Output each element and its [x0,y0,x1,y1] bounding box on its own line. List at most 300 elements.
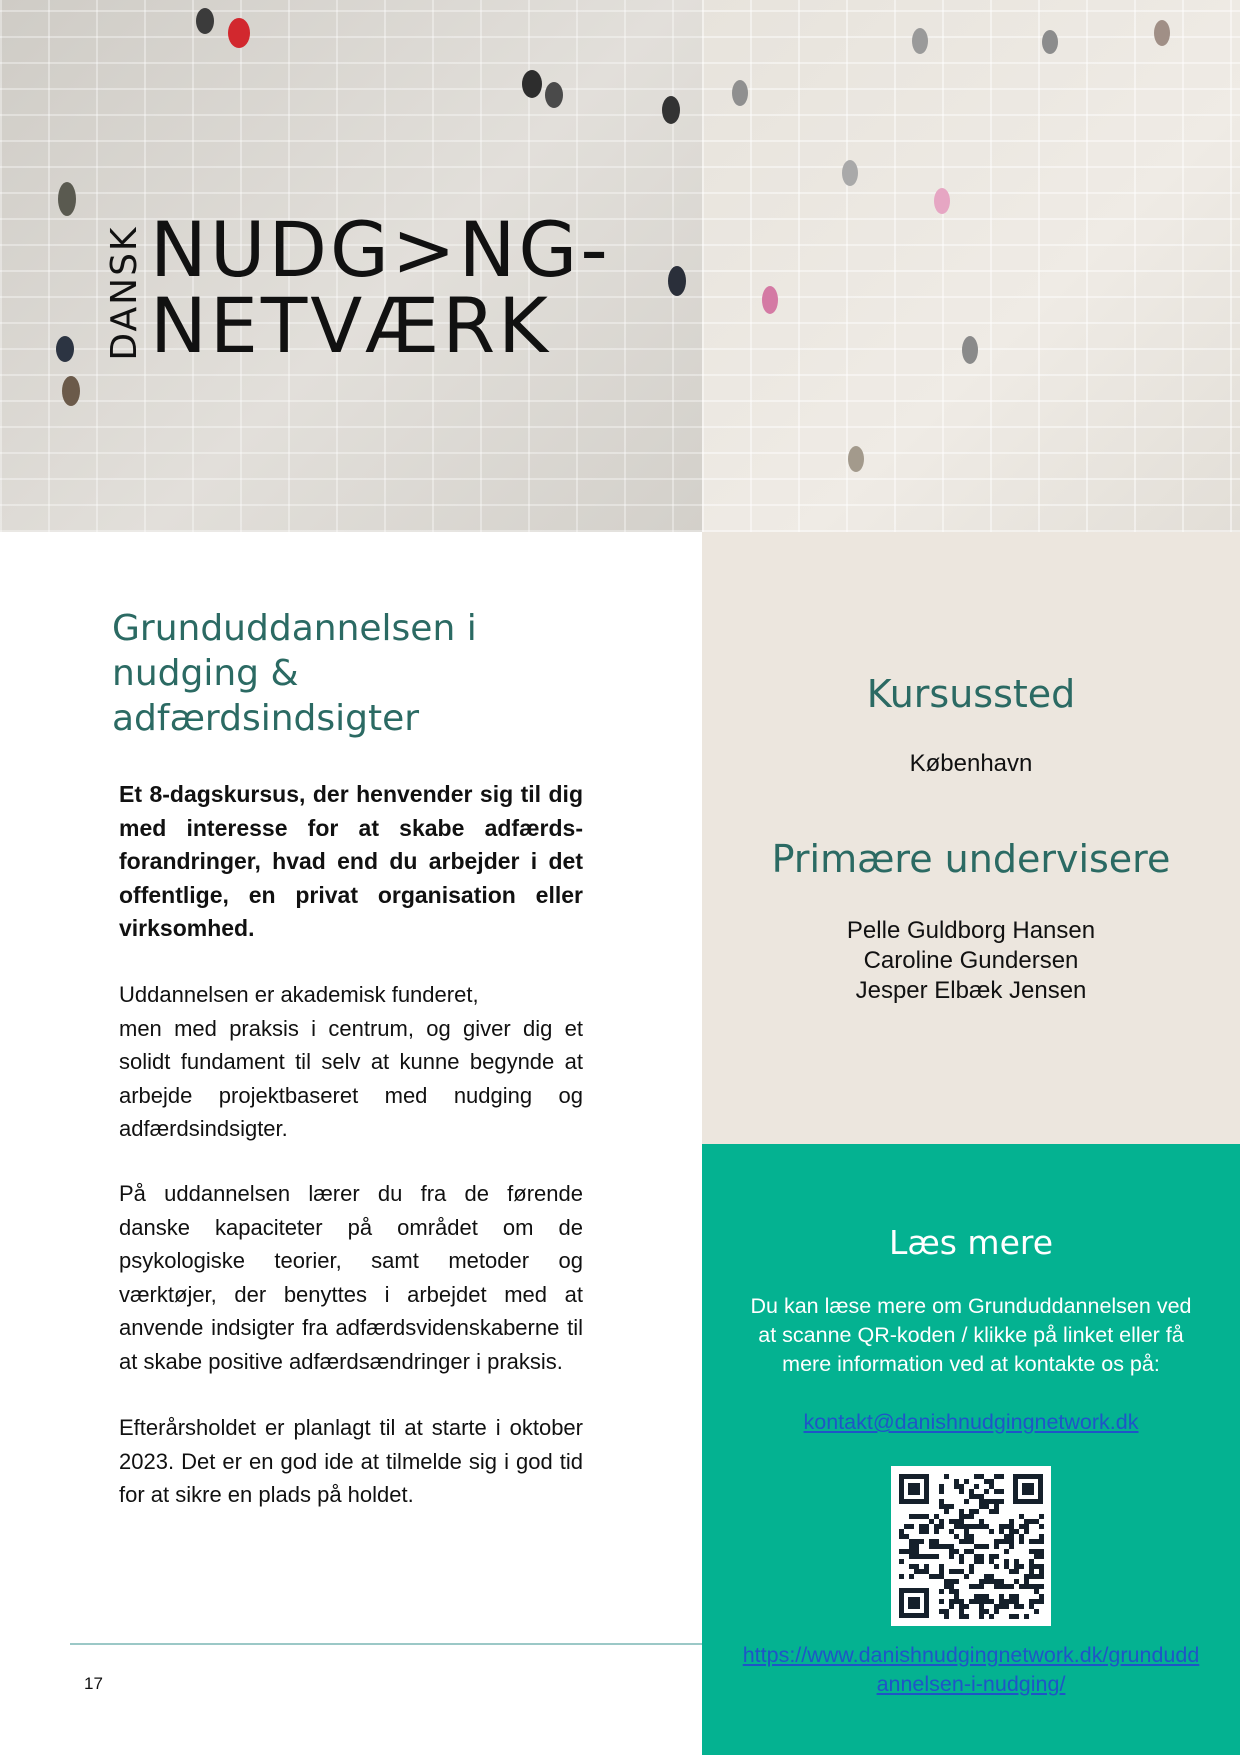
qr-module [959,1539,964,1544]
footer-divider [70,1643,702,1645]
qr-module [994,1554,999,1559]
qr-module [939,1524,944,1529]
qr-module [1034,1564,1039,1569]
qr-module [1009,1599,1014,1604]
qr-module [999,1584,1004,1589]
read-more-heading: Læs mere [888,1223,1054,1262]
qr-module [1014,1614,1019,1619]
pedestrian-figure [762,286,778,314]
qr-module [939,1499,944,1504]
qr-module [979,1599,984,1604]
qr-module [949,1569,954,1574]
pedestrian-figure [1154,20,1170,46]
qr-module [949,1549,954,1554]
qr-module [899,1559,904,1564]
qr-module [1039,1539,1044,1544]
qr-module [964,1514,969,1519]
qr-module [1019,1534,1024,1539]
qr-module [1034,1609,1039,1614]
pedestrian-figure [56,336,74,362]
qr-module [1019,1514,1024,1519]
qr-module [949,1544,954,1549]
body-paragraph-1-rest: men med praksis i centrum, og giver dig et solidt fundament til selv at kunne begynde at arbejde projektbaseret med nudging og adfærdsindsigter. [119,1015,583,1141]
qr-module [969,1564,974,1569]
qr-module [949,1579,954,1584]
qr-module [989,1479,994,1484]
pedestrian-figure [1042,30,1058,54]
qr-module [979,1594,984,1599]
qr-module [899,1529,904,1534]
qr-module [1024,1579,1029,1584]
qr-module [954,1479,959,1484]
qr-module [979,1579,984,1584]
qr-module [914,1539,919,1544]
qr-module [984,1579,989,1584]
qr-module [954,1594,959,1599]
qr-module [969,1584,974,1589]
qr-module [1019,1604,1024,1609]
qr-module [989,1529,994,1534]
qr-module [979,1544,984,1549]
qr-module [1014,1599,1019,1604]
qr-module [979,1609,984,1614]
qr-module [969,1599,974,1604]
pedestrian-figure [196,8,214,34]
qr-module [1029,1564,1034,1569]
qr-module [959,1484,964,1489]
qr-module [959,1604,964,1609]
qr-module [934,1524,939,1529]
qr-module [934,1539,939,1544]
qr-module [1009,1529,1014,1534]
teacher-name: Pelle Guldborg Hansen [846,917,1096,944]
qr-module [959,1609,964,1614]
qr-module [989,1559,994,1564]
body-paragraph-3: Efterårsholdet er planlagt til at starte i oktober 2023. Det er en god ide at tilmelde sig i god tid for at sikre en plads på holdet. [119,1415,583,1507]
qr-module [1039,1534,1044,1539]
qr-module [994,1504,999,1509]
qr-module [959,1614,964,1619]
qr-module [974,1474,979,1479]
qr-module [1004,1564,1009,1569]
qr-module [994,1564,999,1569]
qr-module [909,1564,914,1569]
qr-module [914,1514,919,1519]
qr-module [919,1524,924,1529]
qr-module [984,1499,989,1504]
qr-module [944,1609,949,1614]
qr-module [914,1544,919,1549]
qr-module [939,1544,944,1549]
qr-module [959,1599,964,1604]
qr-module [1024,1574,1029,1579]
qr-module [989,1579,994,1584]
qr-module [949,1554,954,1559]
qr-module [914,1549,919,1554]
qr-module [969,1524,974,1529]
logo-line-1: NUDG>NG- [150,205,611,294]
qr-module [924,1529,929,1534]
qr-module [954,1579,959,1584]
pedestrian-figure [732,80,748,106]
qr-module [994,1474,999,1479]
page-number: 17 [84,1674,103,1693]
qr-module [999,1529,1004,1534]
qr-module [924,1564,929,1569]
qr-module [934,1544,939,1549]
qr-module [1024,1614,1029,1619]
qr-module [914,1564,919,1569]
teacher-name: Jesper Elbæk Jensen [855,977,1087,1004]
qr-module [939,1609,944,1614]
qr-module [994,1579,999,1584]
qr-module [924,1569,929,1574]
teachers-heading: Primære undervisere [771,837,1171,881]
qr-module [974,1494,979,1499]
pedestrian-figure [228,18,250,48]
qr-module [984,1504,989,1509]
qr-module [994,1584,999,1589]
qr-module [1039,1574,1044,1579]
qr-module [1039,1594,1044,1599]
qr-module [1004,1584,1009,1589]
qr-module [994,1489,999,1494]
qr-module [939,1589,944,1594]
qr-module [1009,1569,1014,1574]
qr-module [1029,1584,1034,1589]
qr-module [1039,1514,1044,1519]
pedestrian-figure [522,70,542,98]
qr-module [959,1514,964,1519]
qr-module [934,1574,939,1579]
qr-module [964,1524,969,1529]
qr-module [984,1479,989,1484]
qr-module [979,1584,984,1589]
qr-module [1019,1564,1024,1569]
qr-module [1024,1584,1029,1589]
qr-module [929,1539,934,1544]
qr-module [959,1519,964,1524]
qr-module [1029,1599,1034,1604]
qr-module [969,1514,974,1519]
qr-module [944,1544,949,1549]
qr-module [989,1499,994,1504]
qr-module [999,1499,1004,1504]
qr-module [1034,1574,1039,1579]
qr-module [974,1509,979,1514]
qr-module [909,1524,914,1529]
qr-module [999,1604,1004,1609]
qr-module [1034,1599,1039,1604]
qr-module [1039,1564,1044,1569]
qr-module [934,1554,939,1559]
qr-module [964,1574,969,1579]
qr-module [949,1519,954,1524]
qr-module [949,1529,954,1534]
qr-module [1009,1519,1014,1524]
qr-module [979,1474,984,1479]
qr-code[interactable] [891,1466,1051,1626]
qr-module [959,1559,964,1564]
qr-module [1034,1589,1039,1594]
qr-module [959,1554,964,1559]
qr-module [999,1579,1004,1584]
qr-module [944,1474,949,1479]
qr-module [969,1494,974,1499]
qr-module [984,1524,989,1529]
pedestrian-figure [842,160,858,186]
qr-module [1039,1554,1044,1559]
qr-module [959,1489,964,1494]
location-value: København [909,750,1033,777]
qr-module [979,1554,984,1559]
body-paragraph-2: På uddannelsen lærer du fra de førende danske kapaciteter på området om de psykologiske teorier, samt metoder og værktøjer, der benyttes i arbejdet med at anvende indsigter fra adfærdsvidenskaberne til at skabe positive adfærdsændringer i praksis. [119,1181,583,1374]
qr-module [959,1569,964,1574]
qr-module [964,1534,969,1539]
qr-module [979,1519,984,1524]
qr-module [949,1504,954,1509]
qr-module [929,1554,934,1559]
qr-module [994,1539,999,1544]
qr-module [1034,1554,1039,1559]
qr-module [979,1604,984,1609]
qr-module [1009,1544,1014,1549]
pedestrian-figure [912,28,928,54]
qr-module [1019,1524,1024,1529]
qr-module [974,1559,979,1564]
qr-module [924,1554,929,1559]
qr-module [1004,1559,1009,1564]
qr-module [1004,1539,1009,1544]
qr-module [1014,1569,1019,1574]
qr-module [904,1534,909,1539]
qr-module [919,1514,924,1519]
qr-module [1039,1549,1044,1554]
qr-module [939,1519,944,1524]
location-heading: Kursussted [866,672,1076,716]
qr-module [999,1474,1004,1479]
course-url-link[interactable]: https://www.danishnudgingnetwork.dk/grunduddannelsen-i-nudging/ [742,1643,1200,1696]
qr-module [1014,1594,1019,1599]
qr-module [999,1524,1004,1529]
qr-module [924,1524,929,1529]
qr-module [969,1489,974,1494]
qr-module [949,1584,954,1589]
qr-module [944,1579,949,1584]
qr-module [1019,1584,1024,1589]
qr-module [929,1519,934,1524]
qr-module [1029,1569,1034,1574]
logo-line-2: NETVÆRK [150,281,551,370]
teachers-list [702,916,1240,1006]
qr-module [974,1584,979,1589]
qr-module [964,1539,969,1544]
qr-module [984,1609,989,1614]
qr-module [984,1544,989,1549]
qr-module [909,1574,914,1579]
qr-module [969,1534,974,1539]
qr-module [939,1599,944,1604]
qr-module [899,1534,904,1539]
qr-module [1029,1539,1034,1544]
qr-module [909,1544,914,1549]
qr-module [1029,1519,1034,1524]
qr-module [939,1569,944,1574]
qr-module [979,1499,984,1504]
qr-module [1014,1564,1019,1569]
qr-module [939,1484,944,1489]
pedestrian-figure [58,182,76,216]
qr-module [999,1539,1004,1544]
teacher-name: Caroline Gundersen [863,947,1079,974]
qr-module [959,1524,964,1529]
qr-module [1029,1549,1034,1554]
qr-module [904,1524,909,1529]
qr-module [979,1504,984,1509]
qr-module [989,1599,994,1604]
qr-module [994,1609,999,1614]
pedestrian-figure [934,188,950,214]
qr-module [969,1549,974,1554]
qr-module [989,1509,994,1514]
qr-module [984,1489,989,1494]
qr-module [1034,1539,1039,1544]
qr-module [974,1484,979,1489]
qr-module [1004,1534,1009,1539]
qr-module [949,1599,954,1604]
qr-module [954,1549,959,1554]
qr-module [969,1539,974,1544]
pedestrian-figure [545,82,563,108]
qr-module [919,1539,924,1544]
contact-email-wrapper [702,1408,1240,1437]
qr-module [1029,1559,1034,1564]
qr-module [1024,1529,1029,1534]
pedestrians-photo-right [702,0,1240,532]
qr-module [934,1514,939,1519]
qr-module [909,1514,914,1519]
qr-module [1004,1549,1009,1554]
qr-module [984,1594,989,1599]
qr-module [1009,1594,1014,1599]
qr-module [899,1549,904,1554]
qr-module [944,1614,949,1619]
qr-module [999,1594,1004,1599]
qr-module [1014,1529,1019,1534]
qr-module [954,1569,959,1574]
qr-module [989,1554,994,1559]
qr-module [1034,1584,1039,1589]
qr-module [939,1489,944,1494]
qr-module [994,1509,999,1514]
qr-module [974,1594,979,1599]
qr-module [964,1614,969,1619]
qr-module [994,1544,999,1549]
qr-module [964,1499,969,1504]
qr-module [954,1524,959,1529]
qr-module [989,1484,994,1489]
lead-paragraph: Et 8-dagskursus, der henvender sig til dig med interesse for at skabe adfærds-forandringer, hvad end du arbejder i det offentlige, en privat organisation eller virksomhed. [119,781,583,941]
pedestrian-figure [848,446,864,472]
qr-module [1024,1524,1029,1529]
qr-module [919,1569,924,1574]
qr-module [934,1529,939,1534]
body-paragraph-1 [119,978,583,1146]
qr-module [954,1484,959,1489]
pedestrian-figure [662,96,680,124]
header-photo [0,0,1240,532]
qr-module [944,1509,949,1514]
page-title: Grunduddannelsen i nudging & adfærdsindsigter [112,608,477,739]
qr-module [1009,1584,1014,1589]
qr-module [1004,1604,1009,1609]
pedestrian-figure [668,266,686,296]
qr-module [1009,1534,1014,1539]
qr-module [904,1549,909,1554]
qr-module [909,1554,914,1559]
qr-module [1009,1539,1014,1544]
qr-module [939,1574,944,1579]
qr-module [954,1589,959,1594]
qr-module [1039,1569,1044,1574]
qr-module [969,1509,974,1514]
qr-module [1004,1524,1009,1529]
qr-module [989,1574,994,1579]
qr-module [1014,1559,1019,1564]
qr-module [954,1534,959,1539]
qr-module [999,1489,1004,1494]
logo-vertical-word: DANSK [104,225,145,361]
qr-module [1034,1519,1039,1524]
course-url-wrapper [740,1641,1202,1699]
qr-module [909,1539,914,1544]
qr-module [964,1479,969,1484]
qr-module [944,1504,949,1509]
qr-module [1024,1519,1029,1524]
qr-module [949,1604,954,1609]
qr-module [1004,1599,1009,1604]
dansk-nudging-netvaerk-logo [104,205,611,370]
qr-module [979,1494,984,1499]
qr-module [919,1529,924,1534]
qr-module [964,1529,969,1534]
qr-module [1039,1584,1044,1589]
qr-module [949,1589,954,1594]
qr-module [964,1604,969,1609]
qr-module [1029,1574,1034,1579]
qr-module [1019,1539,1024,1544]
body-paragraph-1-line-1: Uddannelsen er akademisk funderet, [119,982,479,1007]
qr-module [1009,1524,1014,1529]
qr-module [939,1504,944,1509]
qr-module [959,1509,964,1514]
contact-email-link[interactable]: kontakt@danishnudgingnetwork.dk [803,1410,1139,1434]
qr-module [974,1554,979,1559]
qr-module [979,1614,984,1619]
qr-module [974,1599,979,1604]
pedestrian-figure [962,336,978,364]
qr-module [1014,1604,1019,1609]
qr-module [954,1519,959,1524]
qr-module [984,1574,989,1579]
qr-module [939,1564,944,1569]
qr-module [1039,1599,1044,1604]
qr-module [984,1599,989,1604]
qr-module [994,1499,999,1504]
qr-module [929,1544,934,1549]
qr-module [974,1524,979,1529]
qr-module [909,1549,914,1554]
